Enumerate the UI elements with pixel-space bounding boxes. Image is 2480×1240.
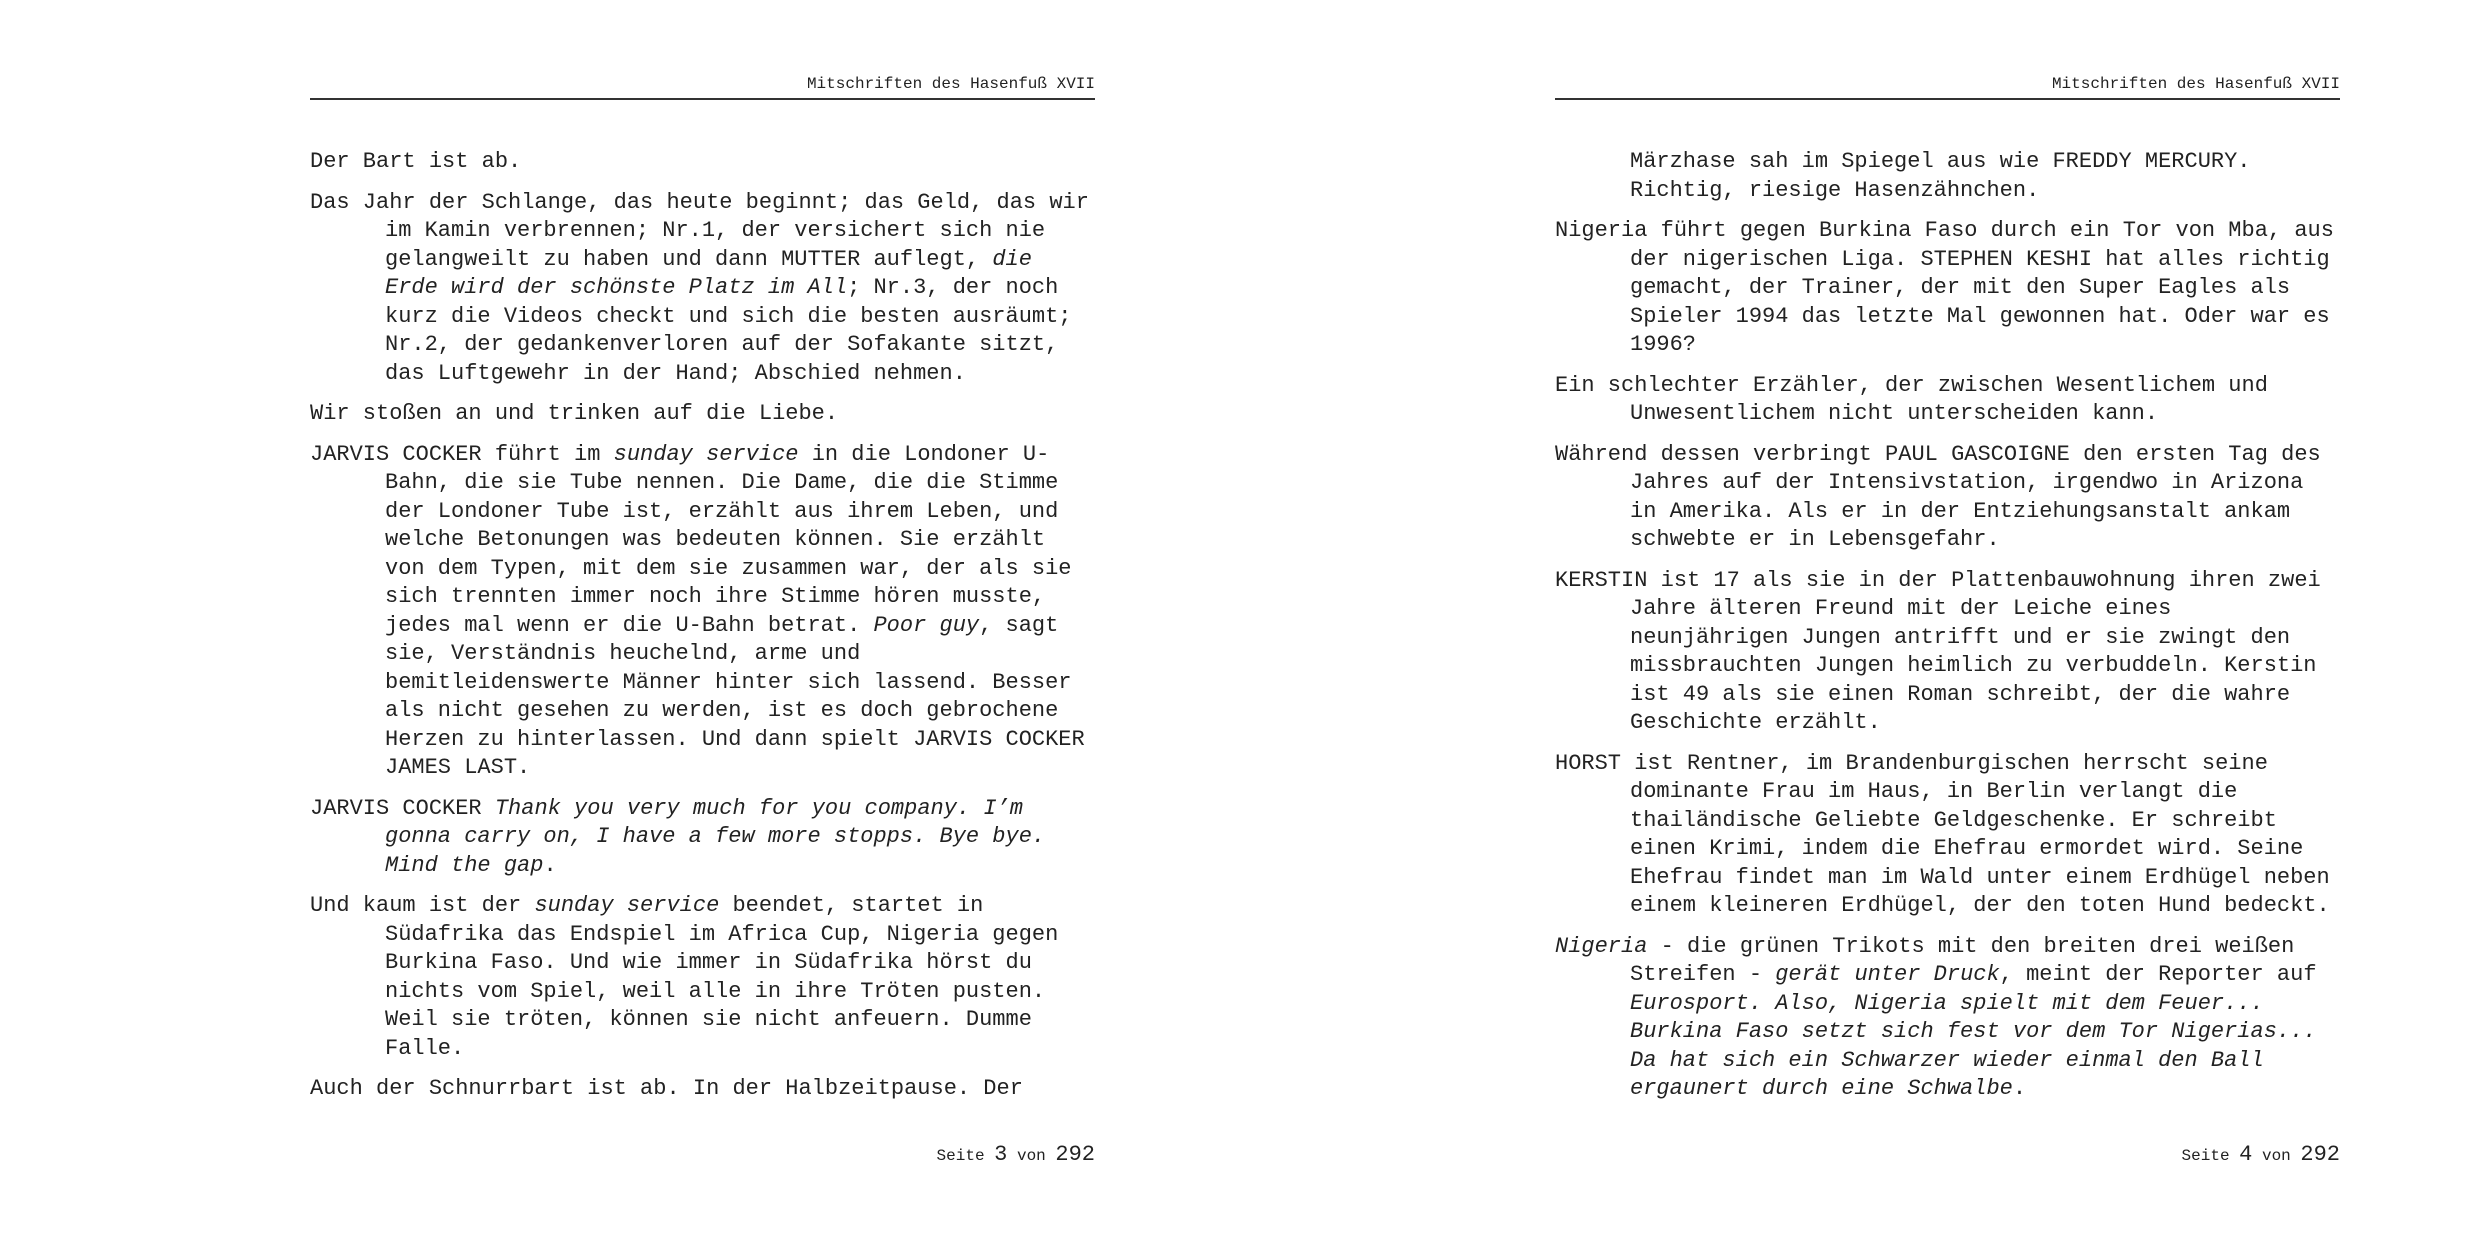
footer-of: von (2261, 1147, 2291, 1165)
italic-text: sunday service (613, 441, 799, 467)
paragraph (310, 400, 1095, 429)
page-footer (310, 1141, 1095, 1170)
text-run: JARVIS COCKER führt im (310, 441, 614, 467)
text-run: Und kaum ist der (310, 893, 535, 918)
text-run: KERSTIN ist 17 als sie in der Plattenbauwohnung ihren zwei Jahre älteren Freund mit der Leiche eines neunjährigen Jungen antrifft und er sie zwingt den missbrauchten Jungen heimlich zu verbuddeln. Kerstin ist 49 als sie einen Roman schreibt, der die wahre Geschichte erzählt. (1555, 567, 2321, 735)
text-run: - die grünen Trikots mit den breiten drei weißen Streifen - (1630, 933, 2295, 987)
paragraph (310, 795, 1095, 881)
text-run: , sagt sie, Verständnis heuchelnd, arme und bemitleidenswerte Männer hinter sich lassend. Besser als nicht gesehen zu werden, ist es doch gebrochene Herzen zu hinterlassen. Und dann spielt JARVIS COCKER JAMES LAST. (385, 612, 1085, 780)
paragraph (1555, 217, 2340, 360)
running-header: Mitschriften des Hasenfuß XVII (1555, 74, 2340, 100)
italic-text: Eurosport. Also, Nigeria spielt mit dem Feuer... Burkina Faso setzt sich fest vor dem Tor Nigerias... Da hat sich ein Schwarzer wieder einmal den Ball ergaunert durch eine Schwalbe (1630, 990, 2317, 1101)
italic-text: gerät unter Druck (1775, 962, 2000, 987)
footer-prefix: Seite (2181, 1147, 2230, 1165)
running-header: Mitschriften des Hasenfuß XVII (310, 74, 1095, 100)
text-run: Nigeria führt gegen Burkina Faso durch ein Tor von Mba, aus der nigerischen Liga. STEPHEN KESHI hat alles richtig gemacht, der Trainer, der mit den Super Eagles als Spieler 1994 das letzte Mal gewonnen hat. Oder war es 1996? (1555, 218, 2334, 357)
paragraph (310, 892, 1095, 1063)
text-run: , meint der Reporter auf (1999, 962, 2317, 987)
italic-text: Poor guy (873, 612, 980, 638)
italic-text: sunday service (534, 893, 720, 918)
paragraph-continuation (1555, 148, 2340, 205)
paragraph (1555, 372, 2340, 429)
paragraph (310, 441, 1095, 783)
text-run: Während dessen verbringt PAUL GASCOIGNE den ersten Tag des Jahres auf der Intensivstation, irgendwo in Arizona in Amerika. Als er in der Entziehungsanstalt ankam schwebte er in Lebensgefahr. (1555, 441, 2321, 552)
total-pages: 292 (2300, 1142, 2340, 1167)
italic-text: Nigeria (1555, 933, 1648, 959)
footer-of: von (1016, 1147, 1046, 1165)
text-run: Wir stoßen an und trinken auf die Liebe. (310, 401, 839, 426)
page-body (1555, 148, 2340, 1116)
left-page (310, 0, 1095, 1240)
text-run: HORST ist Rentner, im Brandenburgischen herrscht seine dominante Frau im Haus, in Berlin verlangt die thailändische Geliebte Geldgeschenke. Er schreibt einen Krimi, indem die Ehefrau ermordet wird. Seine Ehefrau findet man im Wald unter einem Erdhügel neben einem kleineren Erdhügel, der den toten Hund bedeckt. (1555, 750, 2330, 918)
text-run: ; Nr.3, der noch kurz die Videos checkt und sich die besten ausräumt; Nr.2, der gedankenverloren auf der Sofakante sitzt, das Luftgewehr in der Hand; Abschied nehmen. (385, 275, 1072, 386)
text-run: Märzhase sah im Spiegel aus wie FREDDY MERCURY. Richtig, riesige Hasenzähnchen. (1630, 149, 2251, 203)
page-number: 4 (2239, 1142, 2253, 1167)
paragraph (1555, 567, 2340, 738)
page-number: 3 (994, 1142, 1008, 1167)
right-page (1555, 0, 2340, 1240)
text-run: JARVIS COCKER (310, 795, 495, 821)
paragraph (310, 189, 1095, 389)
text-run: beendet, startet in Südafrika das Endspiel im Africa Cup, Nigeria gegen Burkina Faso. Und wie immer in Südafrika hörst du nichts vom Spiel, weil alle in ihre Tröten pusten. Weil sie tröten, können sie nicht anfeuern. Dumme Falle. (385, 893, 1059, 1061)
page-footer (1555, 1141, 2340, 1170)
text-run: . (543, 852, 557, 878)
paragraph (1555, 750, 2340, 921)
italic-text: die Erde wird der schönste Platz im All (385, 246, 1032, 300)
paragraph (1555, 441, 2340, 555)
paragraph (310, 1075, 1095, 1104)
paragraph (1555, 933, 2340, 1104)
text-run: Auch der Schnurrbart ist ab. In der Halbzeitpause. Der (310, 1076, 1023, 1101)
page-body (310, 148, 1095, 1116)
text-run: . (2012, 1076, 2027, 1101)
total-pages: 292 (1055, 1142, 1095, 1167)
italic-text: Thank you very much for you company. I’m gonna carry on, I have a few more stopps. Bye bye. Mind the gap (385, 795, 1046, 878)
text-run: in die Londoner U-Bahn, die sie Tube nennen. Die Dame, die die Stimme der Londoner Tube ist, erzählt aus ihrem Leben, und welche Betonungen was bedeuten können. Sie erzählt von dem Typen, mit dem sie zusammen war, der als sie sich trennten immer noch ihre Stimme hören musste, jedes mal wenn er die U-Bahn betrat. (385, 441, 1072, 638)
paragraph (310, 148, 1095, 177)
text-run: Der Bart ist ab. (310, 149, 522, 174)
text-run: Ein schlechter Erzähler, der zwischen Wesentlichem und Unwesentlichem nicht unterscheiden kann. (1555, 372, 2268, 426)
footer-prefix: Seite (936, 1147, 985, 1165)
text-run: Das Jahr der Schlange, das heute beginnt; das Geld, das wir im Kamin verbrennen; Nr.1, der versichert sich nie gelangweilt zu haben und dann MUTTER auflegt, (310, 189, 1089, 272)
